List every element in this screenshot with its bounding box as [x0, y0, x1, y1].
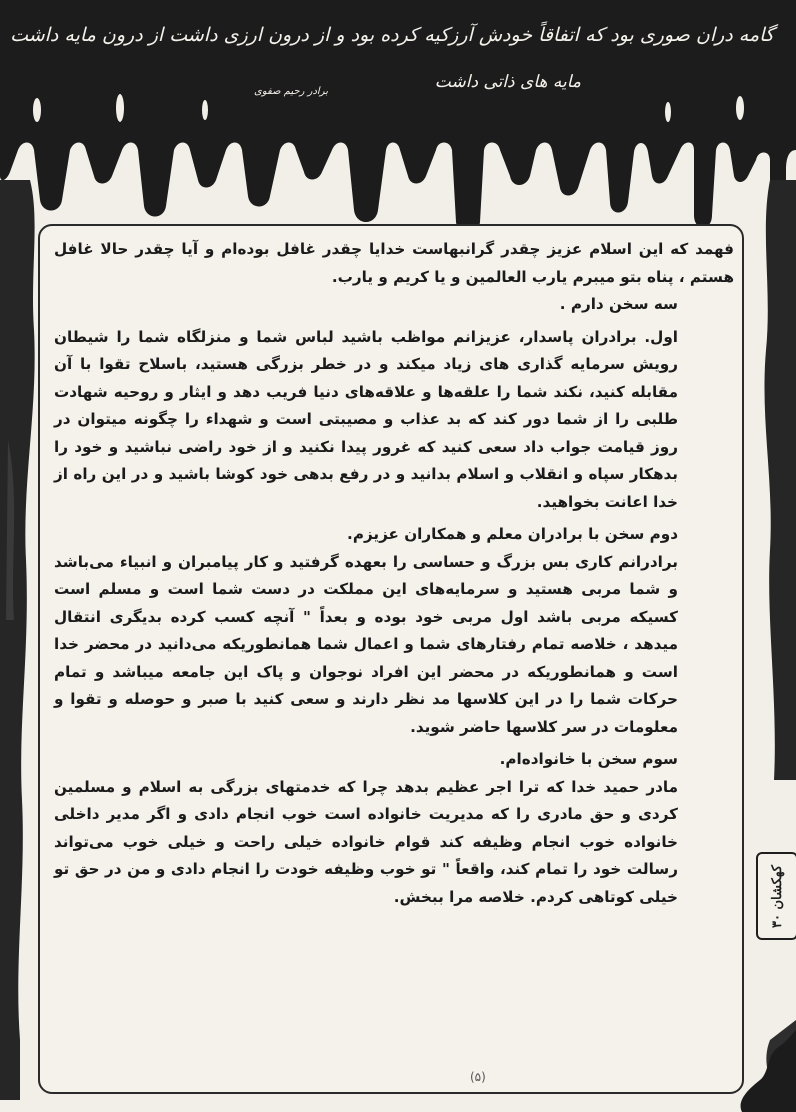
ink-blot-decoration — [736, 1030, 796, 1112]
header-banner — [0, 0, 796, 240]
heading-third-word: سوم سخن با خانواده‌ام. — [499, 750, 678, 768]
right-drip-border — [750, 180, 796, 1100]
paragraph-teachers: برادرانم کاری بس بزرگ و حساسی را بعهده گرفتید و کار پیامبران و انبیاء می‌باشد و شما مربی هستید و سرمایه‌های این مملکت در دست شما است و مسلم است کسیکه مربی باشد اول مربی خود بوده و بعداً " آنچه کسب کرده بدیگری انتقال میدهد ، خلاصه تمام رفتارهای شما و اعمال شما همانطوریکه می‌دانید در محضر خدا است و همانطوریکه در محضر این افراد نوجوان و پاک این جامعه میباشد و تمام حرکات شما را در این کلاسها مد نظر دارند و سعی کنید با صبر و حوصله و تقوا و معلومات در سر کلاسها حاضر شوید. — [54, 552, 678, 736]
page-mark: (۵) — [470, 1070, 486, 1084]
paragraph-three-words: سه سخن دارم . — [559, 295, 678, 313]
letter-body — [54, 236, 734, 911]
side-stamp — [756, 852, 796, 940]
side-stamp-text: کهکشان ۳۰ — [769, 864, 785, 928]
heading-second-word: دوم سخن با برادران معلم و همکاران عزیزم. — [347, 525, 678, 543]
paragraph-family: مادر حمید خدا که ترا اجر عظیم بدهد چرا که خدمتهای بزرگی به اسلام و مسلمین کردی و حق مادری را که مدیریت خانواده است خوب انجام دادی و اگر مدیر داخلی خانواده خوب انجام وظیفه کند قوام خانواده خیلی راحت و خیلی خوب می‌تواند رسالت خود را تمام کند، واقعاً " تو خوب وظیفه خودت را انجام دادی و من در حق تو خیلی کوتاهی کردم. خلاصه مرا ببخش. — [54, 777, 678, 906]
banner-quote-line-2: مایه های ذاتی داشت — [434, 72, 581, 92]
banner-signature: برادر رحیم صفوی — [254, 86, 328, 97]
paragraph-intro: فهمد که این اسلام عزیز چقدر گرانبهاست خدایا چقدر غافل بوده‌ام و آیا چقدر حالا غافل هستم ، پناه بتو میبرم یارب العالمین و یا کریم و یارب. — [54, 240, 734, 286]
paragraph-first-word: اول. برادران پاسدار، عزیزانم مواظب باشید لباس شما و منزلگاه شما را شیطان رویش سرمایه گذاری های زیاد میکند و در خطر بزرگی هستید، باسلاح تقوا با آن مقابله کنید، نکند شما را علقه‌ها و علاقه‌های دنیا فریب دهد و ایثار و روحیه شهادت طلبی را از شما دور کند که بد عذاب و مصیبتی است و شهداء را چگونه میتوان در روز قیامت جواب داد سعی کنید که غرور پیدا نکنید و از خود راضی نباشید و خود را بدهکار سپاه و انقلاب و اسلام بدانید و در رفع بدهی خود کوشا باشید و در این راه از خدا اعانت بخواهید. — [54, 327, 678, 511]
banner-quote-line-1: گامه دران صوری بود که اتفاقاً خودش آرزکیه کرده بود و از درون ارزی داشت از درون مایه داشت — [10, 24, 774, 46]
